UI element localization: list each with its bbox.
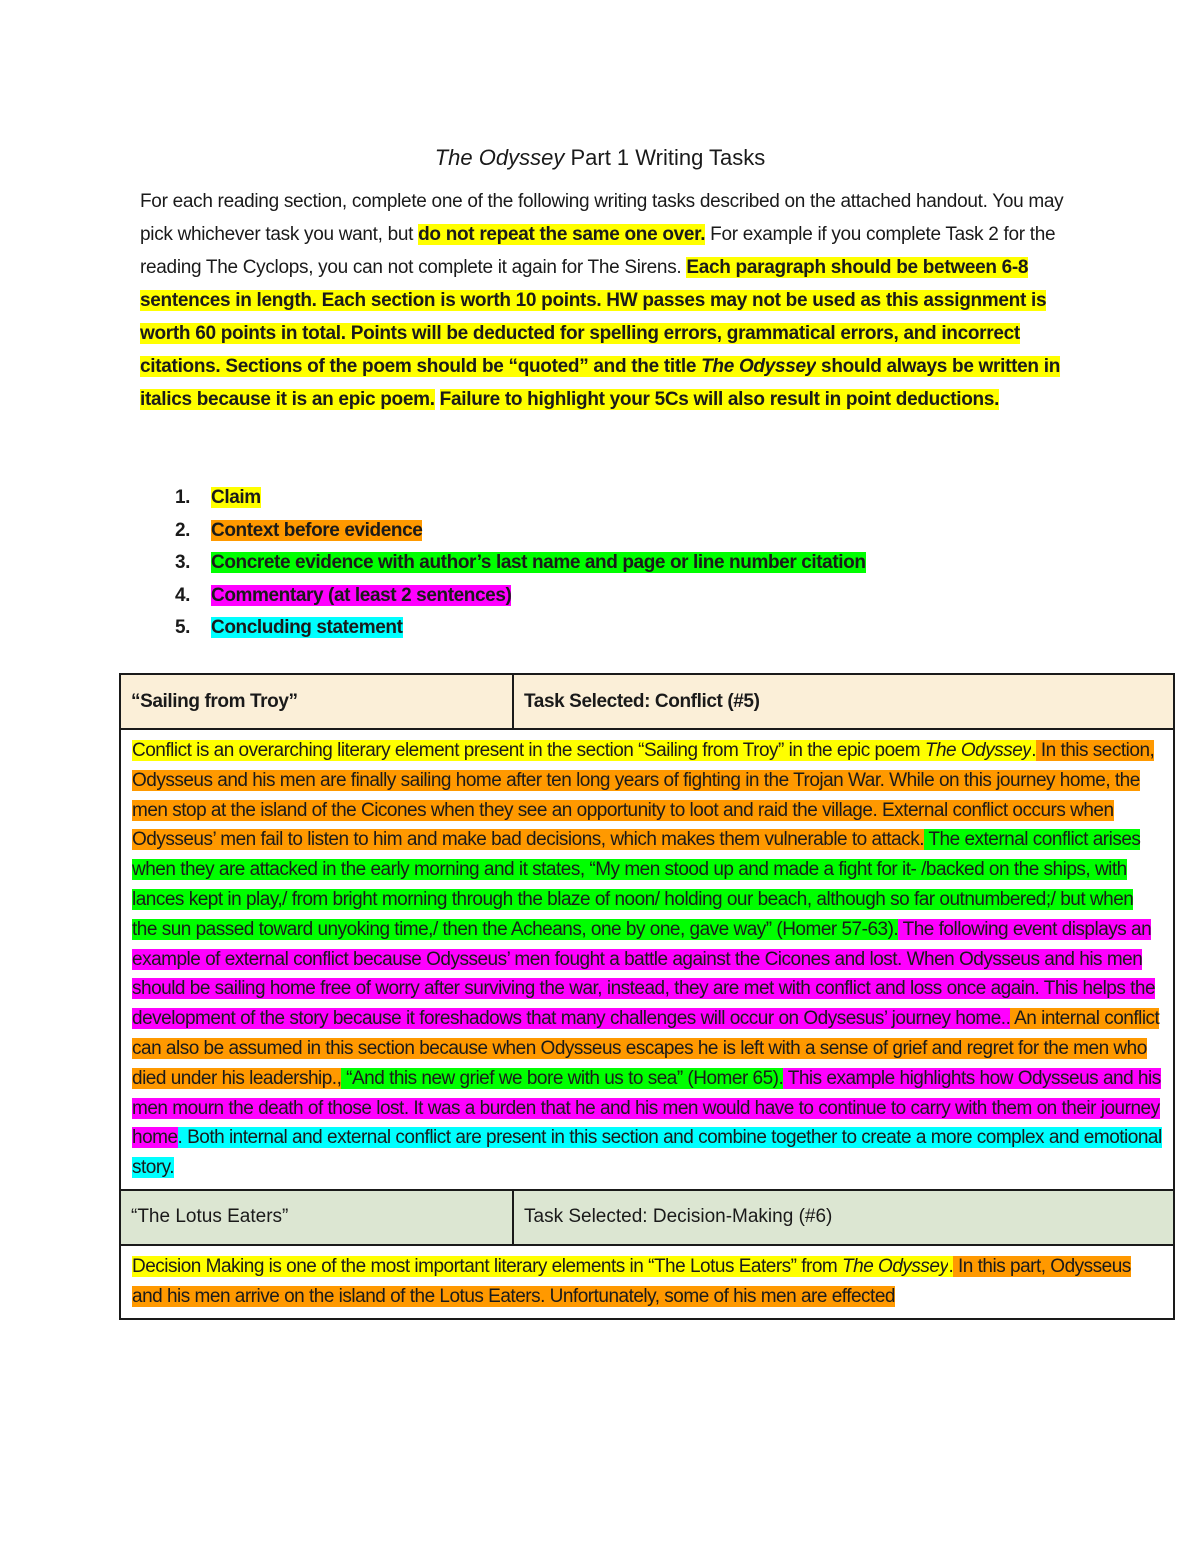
list-number: 2.: [175, 519, 191, 541]
table-row: [120, 1245, 1174, 1319]
section1-task-cell: Task Selected: Conflict (#5): [513, 674, 1174, 729]
table-row: [120, 729, 1174, 1190]
title-rest: Part 1 Writing Tasks: [564, 145, 766, 170]
section1-evidence-2: “And this new grief we bore with us to sea” (Homer 65).: [341, 1067, 784, 1089]
list-item: [175, 580, 866, 613]
instructions-requirements: Each paragraph should be between 6-8 sentences in length. Each section is worth 10 points. HW passes may not be used as this assignment is worth 60 points in total. Points will be deducted for spelling errors, grammatical errors, and incorrect citations. Sections of the poem should be “quoted” and the title: [140, 257, 1047, 377]
section1-concluding: . Both internal and external conflict are present in this section and combine together to create a more complex and emotional story.: [132, 1127, 1162, 1179]
section2-claim-italic: The Odyssey: [842, 1255, 949, 1277]
instructions-italics-note: should always be written in italics because it is an epic poem.: [140, 356, 1061, 410]
list-item: [175, 482, 866, 515]
list-number: 3.: [175, 552, 191, 573]
instructions-penalty: Failure to highlight your 5Cs will also result in point deductions.: [439, 389, 1000, 410]
list-number: 5.: [175, 617, 191, 638]
list-number: 4.: [175, 584, 191, 606]
section1-claim-end: .: [1031, 740, 1037, 761]
list-label-concluding: Concluding statement: [211, 617, 403, 638]
list-item: [175, 547, 866, 580]
section1-response-cell: [120, 729, 1174, 1190]
section2-context: In this part, Odysseus and his men arrive on the island of the Lotus Eaters. Unfortunately, some of his men are effected: [132, 1255, 1131, 1307]
section1-evidence: The external conflict arises when they are attacked in the early morning and it states, “My men stood up and made a fight for it- /backed on the ships, with lances kept in play,/ from bright morning through the blaze of noon/ holding our beach, although so far outnumbered;/ but when the sun passed toward unyoking time,/ then the Acheans, one by one, gave way” (Homer 57-63).: [132, 829, 1141, 940]
instructions-space: [435, 389, 440, 410]
section2-task-cell: Task Selected: Decision-Making (#6): [513, 1190, 1174, 1245]
instructions-no-repeat: do not repeat the same one over.: [418, 224, 706, 245]
list-label-context: Context before evidence: [211, 519, 423, 541]
list-label-claim: Claim: [211, 487, 261, 508]
section2-response-cell: [120, 1245, 1174, 1319]
section1-reading-cell: “Sailing from Troy”: [120, 674, 513, 729]
list-number: 1.: [175, 487, 191, 508]
section1-context-2: An internal conflict can also be assumed in this section because when Odysseus escapes he is left with a sense of grief and regret for the men who died under his leadership.,: [132, 1008, 1160, 1089]
section1-claim-italic: The Odyssey: [924, 740, 1032, 761]
instructions-example: For example if you complete Task 2 for the reading The Cyclops, you can not complete it again for The Sirens.: [140, 224, 1056, 278]
tasks-table: [119, 673, 1175, 1320]
list-item: [175, 515, 866, 548]
section1-context: In this section, Odysseus and his men are finally sailing home after ten long years of fighting in the Trojan War. While on this journey home, the men stop at the island of the Cicones when they see an opportunity to loot and raid the village. External conflict occurs when Odysseus’ men fail to listen to him and make bad decisions, which makes them vulnerable to attack.: [132, 740, 1155, 851]
table-row: [120, 674, 1174, 729]
instructions-paragraph: [140, 185, 1070, 416]
section2-claim: Decision Making is one of the most important literary elements in “The Lotus Eaters” from: [132, 1255, 843, 1277]
five-cs-list: [175, 482, 866, 645]
title-work-name: The Odyssey: [434, 145, 565, 170]
table-row: [120, 1190, 1174, 1245]
list-label-evidence: Concrete evidence with author’s last name and page or line number citation: [211, 552, 866, 573]
section1-commentary: The following event displays an example of external conflict because Odysseus’ men fought a battle against the Cicones and lost. When Odysseus and his men should be sailing home free of worry after surviving the war, instead, they are met with conflict and loss once again. This helps the development of the story because it foreshadows that many challenges will occur on Odysesus’ journey home..: [132, 918, 1156, 1030]
list-label-commentary: Commentary (at least 2 sentences): [211, 584, 512, 606]
section2-claim-end: .: [948, 1255, 954, 1277]
page-title: [0, 142, 1200, 174]
instructions-text: For each reading section, complete one of the following writing tasks described on the attached handout. You may pick whichever task you want, but: [140, 191, 1064, 245]
section2-reading-cell: “The Lotus Eaters”: [120, 1190, 513, 1245]
section1-claim: Conflict is an overarching literary element present in the section “Sailing from Troy” in the epic poem: [132, 740, 925, 761]
section1-commentary-2: This example highlights how Odysseus and his men mourn the death of those lost. It was a burden that he and his men would have to continue to carry with them on their journey home: [132, 1067, 1161, 1149]
list-item: [175, 612, 866, 645]
instructions-title-italic: The Odyssey: [701, 356, 817, 377]
